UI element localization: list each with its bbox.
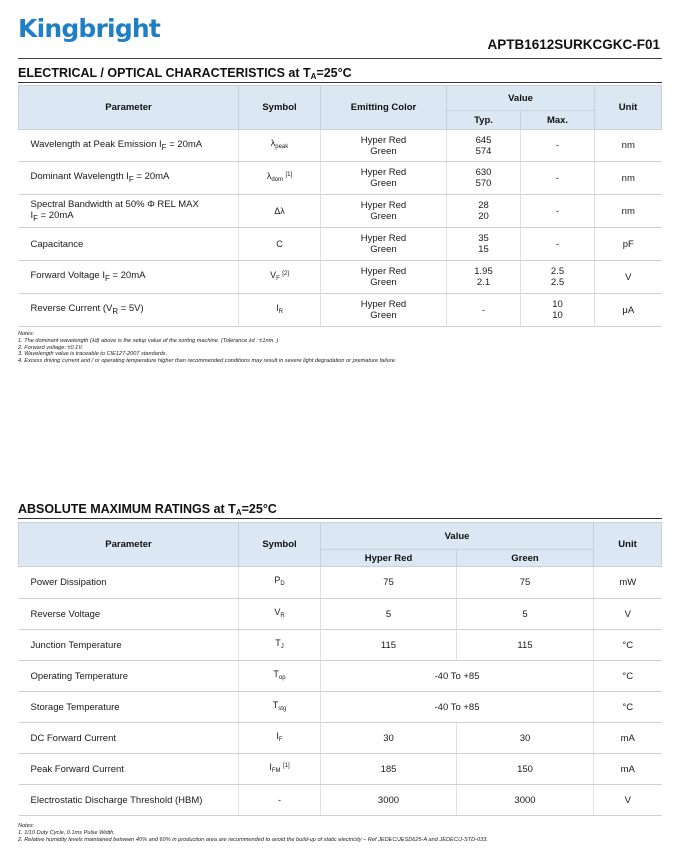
emitting-color-cell-line: Hyper Red — [360, 266, 407, 277]
max-value-cell-line: - — [555, 140, 560, 151]
unit-cell: mW — [594, 567, 662, 599]
emitting-color-cell-line: Green — [370, 277, 397, 288]
note-line: 3. Wavelength value is traceable to CIE127-2007 standards. — [18, 351, 168, 358]
parameter-cell: Reverse Voltage — [19, 599, 239, 630]
typ-value-cell-line: 574 — [475, 145, 492, 157]
parameter-line — [31, 171, 239, 185]
col-value: Value — [447, 86, 595, 111]
hyper-red-value-cell: 3000 — [321, 785, 457, 816]
unit-cell: μA — [595, 294, 662, 327]
parameter-cell: Power Dissipation — [19, 567, 239, 599]
symbol-cell — [239, 723, 321, 754]
symbol-subscript: R — [278, 308, 283, 315]
symbol-main: - — [278, 794, 281, 805]
symbol-cell — [239, 162, 321, 195]
typ-value-cell-line: - — [481, 304, 486, 316]
col-unit: Unit — [594, 523, 662, 567]
table-row — [19, 630, 662, 661]
parameter-text: Reverse Current (V — [30, 303, 113, 315]
symbol-subscript: F — [278, 736, 283, 743]
table-row — [19, 130, 662, 162]
electrical-notes — [18, 331, 396, 365]
table-row — [19, 599, 662, 630]
green-value-cell: 75 — [457, 567, 594, 599]
merged-value-cell: -40 To +85 — [321, 692, 594, 723]
emitting-color-cell-line: Green — [370, 310, 397, 321]
parameter-text: I — [30, 209, 34, 221]
parameter-cell — [19, 228, 239, 261]
unit-cell: mA — [594, 754, 662, 785]
col-green: Green — [457, 550, 594, 567]
hyper-red-value-cell: 115 — [321, 630, 457, 661]
max-value-cell-line: - — [555, 238, 560, 250]
symbol-cell — [239, 692, 321, 723]
col-unit: Unit — [595, 86, 662, 130]
note-heading: Notes: — [18, 823, 35, 829]
max-value-cell-line: 2.5 — [550, 277, 565, 288]
symbol-main: C — [276, 238, 283, 249]
symbol-cell — [239, 294, 321, 327]
green-value-cell: 5 — [457, 599, 594, 630]
unit-cell: V — [595, 261, 662, 294]
parameter-cell: Junction Temperature — [19, 630, 239, 661]
max-value-cell — [521, 228, 595, 261]
green-value-cell: 3000 — [457, 785, 594, 816]
typ-value-cell — [447, 294, 521, 327]
unit-cell: nm — [595, 195, 662, 228]
unit-cell: °C — [594, 661, 662, 692]
parameter-cell: Peak Forward Current — [19, 754, 239, 785]
symbol-main: V — [270, 270, 277, 280]
unit-cell: pF — [595, 228, 662, 261]
symbol-main: V — [274, 606, 281, 617]
emitting-color-cell — [321, 261, 447, 294]
typ-value-cell-line: 1.95 — [474, 266, 493, 277]
symbol-cell — [239, 130, 321, 162]
symbol-cell — [239, 567, 321, 599]
typ-value-cell-line: 645 — [475, 134, 492, 146]
typ-value-cell-line: 570 — [475, 178, 492, 189]
unit-cell: nm — [595, 130, 662, 162]
parameter-line — [31, 210, 239, 224]
absolute-section-title: ABSOLUTE MAXIMUM RATINGS at $T_A=25^\circ C$ — [18, 502, 277, 517]
unit-cell: nm — [595, 162, 662, 195]
emitting-color-cell — [321, 294, 447, 327]
electrical-divider — [18, 82, 662, 83]
symbol-cell — [239, 195, 321, 228]
parameter-cell — [19, 130, 239, 162]
parameter-cell: Storage Temperature — [19, 692, 239, 723]
col-hyper-red: Hyper Red — [321, 550, 457, 567]
table-row — [19, 261, 662, 294]
symbol-note-ref: [1] — [283, 763, 290, 769]
typ-value-cell — [447, 162, 521, 195]
col-emitting-color: Emitting Color — [321, 86, 447, 130]
emitting-color-cell — [321, 130, 447, 162]
parameter-cell — [19, 162, 239, 195]
symbol-main: λ — [266, 171, 272, 181]
parameter-text: Capacitance — [30, 238, 84, 250]
typ-value-cell-line: 28 — [478, 200, 489, 211]
table-row — [19, 195, 662, 228]
parameter-condition: = 5V) — [118, 303, 144, 315]
table-row — [19, 723, 662, 754]
parameter-condition: = 20mA — [166, 138, 203, 150]
parameter-cell: Electrostatic Discharge Threshold (HBM) — [19, 785, 239, 816]
symbol-subscript: peak — [275, 144, 289, 150]
max-value-cell — [521, 162, 595, 195]
parameter-cell — [19, 261, 239, 294]
brand-logo: Kingbright — [18, 14, 161, 43]
symbol-subscript: op — [278, 674, 286, 681]
typ-value-cell — [447, 228, 521, 261]
symbol-main: λ — [270, 138, 276, 148]
table-row — [19, 162, 662, 195]
electrical-section-title: ELECTRICAL / OPTICAL CHARACTERISTICS at $T_A=25^\circ C$ — [18, 66, 352, 81]
typ-value-cell-line: 20 — [478, 211, 489, 222]
symbol-main: T — [272, 699, 279, 710]
symbol-main: I — [269, 762, 272, 772]
parameter-condition: = 20mA — [37, 209, 74, 221]
unit-cell: V — [594, 599, 662, 630]
table-row — [19, 754, 662, 785]
parameter-cell: DC Forward Current — [19, 723, 239, 754]
symbol-main: I — [276, 730, 279, 741]
emitting-color-cell-line: Green — [370, 145, 397, 157]
emitting-color-cell — [321, 195, 447, 228]
parameter-cell — [19, 195, 239, 228]
table-row — [19, 228, 662, 261]
note-line: 4. Excess driving current and / or operating temperature higher than recommended conditions may result in severe light degradation or premature failure. — [18, 358, 397, 365]
symbol-cell — [239, 785, 321, 816]
table-row — [19, 692, 662, 723]
emitting-color-cell-line: Green — [370, 178, 397, 189]
symbol-note-ref: [1] — [285, 172, 293, 178]
symbol-main: T — [275, 637, 281, 648]
typ-value-cell — [447, 261, 521, 294]
parameter-line — [31, 199, 239, 210]
symbol-main: I — [276, 302, 279, 313]
typ-value-cell — [447, 195, 521, 228]
typ-value-cell-line: 15 — [478, 244, 489, 255]
max-value-cell — [521, 261, 595, 294]
emitting-color-cell — [321, 162, 447, 195]
hyper-red-value-cell: 75 — [321, 567, 457, 599]
parameter-cell — [19, 294, 239, 327]
table-row — [19, 294, 662, 327]
max-value-cell — [521, 294, 595, 327]
max-value-cell-line: - — [555, 205, 560, 217]
symbol-subscript: stg — [278, 705, 287, 712]
part-number: APTB1612SURKCGKC-F01 — [487, 37, 660, 52]
unit-cell: °C — [594, 630, 662, 661]
parameter-text: Dominant Wavelength I — [30, 171, 129, 183]
note-line: 1. The dominant wavelength (λd) above is the setup value of the sorting machine. (Tolerance λd : ±1nm. ) — [18, 337, 279, 344]
absolute-divider — [18, 518, 662, 519]
hyper-red-value-cell: 185 — [321, 754, 457, 785]
absolute-notes — [18, 823, 488, 843]
unit-cell: °C — [594, 692, 662, 723]
electrical-characteristics-table — [18, 85, 662, 327]
table-row — [19, 661, 662, 692]
parameter-condition: = 20mA — [109, 270, 146, 282]
parameter-subscript: F — [161, 142, 167, 152]
typ-value-cell-line: 630 — [475, 167, 492, 178]
emitting-color-cell — [321, 228, 447, 261]
parameter-condition: = 20mA — [133, 171, 170, 183]
col-symbol: Symbol — [239, 86, 321, 130]
symbol-cell — [239, 661, 321, 692]
emitting-color-cell-line: Hyper Red — [360, 299, 407, 310]
symbol-cell — [239, 754, 321, 785]
symbol-cell — [239, 630, 321, 661]
max-value-cell-line: - — [555, 172, 560, 184]
parameter-line — [31, 303, 239, 317]
hyper-red-value-cell: 5 — [321, 599, 457, 630]
merged-value-cell: -40 To +85 — [321, 661, 594, 692]
typ-value-cell — [447, 130, 521, 162]
typ-value-cell-line: 2.1 — [476, 277, 491, 288]
absolute-maximum-ratings-table — [18, 522, 662, 816]
max-value-cell-line: 10 — [552, 299, 563, 310]
emitting-color-cell-line: Green — [370, 244, 397, 255]
note-line: 1. 1/10 Duty Cycle, 0.1ms Pulse Width. — [18, 829, 115, 836]
parameter-subscript: F — [33, 213, 38, 223]
table-row — [19, 567, 662, 599]
parameter-subscript: F — [128, 174, 134, 184]
parameter-text: Spectral Bandwidth at 50% Φ REL MAX — [30, 198, 199, 210]
note-heading: Notes: — [18, 331, 35, 337]
col-parameter: Parameter — [19, 86, 239, 130]
green-value-cell: 150 — [457, 754, 594, 785]
green-value-cell: 30 — [457, 723, 594, 754]
parameter-subscript: F — [104, 273, 110, 283]
max-value-cell — [521, 195, 595, 228]
col-parameter: Parameter — [19, 523, 239, 567]
col-symbol: Symbol — [239, 523, 321, 567]
emitting-color-cell-line: Hyper Red — [360, 134, 407, 146]
typ-value-cell-line: 35 — [478, 233, 489, 244]
table-row — [19, 785, 662, 816]
note-line: 2. Relative humidity levels maintained between 40% and 60% in production area are recommended to avoid the build-up of static electricity – Ref JEDEC/JESD625-A and JEDEC/J-STD-033. — [18, 836, 488, 843]
parameter-text: Wavelength at Peak Emission I — [30, 138, 162, 150]
emitting-color-cell-line: Green — [370, 211, 397, 222]
max-value-cell-line: 2.5 — [550, 266, 565, 277]
note-line: 2. Forward voltage: ±0.1V. — [18, 344, 84, 351]
symbol-note-ref: [2] — [282, 271, 289, 277]
header-divider — [18, 58, 662, 59]
symbol-subscript: dom — [271, 177, 283, 183]
parameter-line — [31, 139, 239, 153]
hyper-red-value-cell: 30 — [321, 723, 457, 754]
col-value: Value — [321, 523, 594, 550]
parameter-cell: Operating Temperature — [19, 661, 239, 692]
emitting-color-cell-line: Hyper Red — [360, 233, 407, 244]
unit-cell: V — [594, 785, 662, 816]
symbol-cell — [239, 228, 321, 261]
parameter-subscript: R — [112, 306, 119, 316]
symbol-subscript: FM — [271, 768, 281, 774]
max-value-cell-line: 10 — [552, 310, 563, 321]
symbol-subscript: J — [280, 643, 284, 650]
symbol-subscript: D — [280, 581, 285, 587]
symbol-subscript: R — [280, 612, 285, 619]
symbol-cell — [239, 261, 321, 294]
symbol-cell — [239, 599, 321, 630]
emitting-color-cell-line: Hyper Red — [360, 200, 407, 211]
parameter-line — [31, 239, 239, 250]
symbol-main: Δλ — [274, 205, 285, 216]
max-value-cell — [521, 130, 595, 162]
col-max: Max. — [521, 111, 595, 130]
emitting-color-cell-line: Hyper Red — [360, 167, 407, 178]
symbol-subscript: F — [276, 276, 280, 282]
col-typ: Typ. — [447, 111, 521, 130]
parameter-text: Forward Voltage I — [30, 270, 105, 282]
parameter-line — [31, 270, 239, 284]
symbol-main: T — [273, 668, 279, 679]
symbol-main: P — [274, 575, 281, 585]
green-value-cell: 115 — [457, 630, 594, 661]
unit-cell: mA — [594, 723, 662, 754]
